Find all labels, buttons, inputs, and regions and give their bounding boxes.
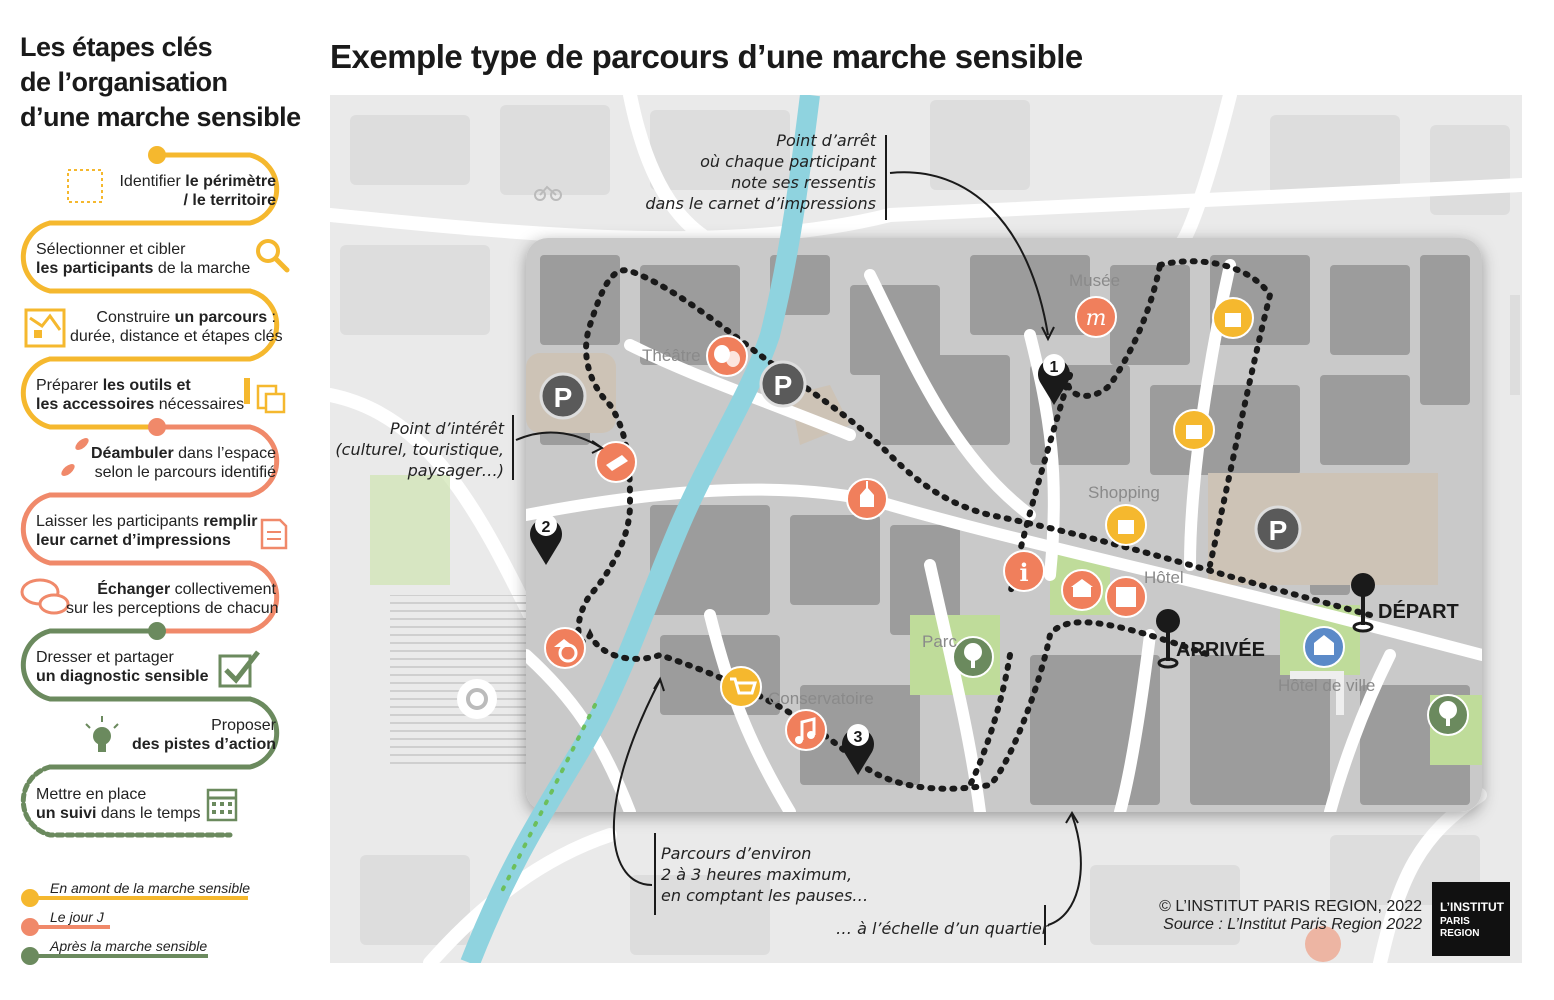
credit-source: Source : L’Institut Paris Region 2022 bbox=[1163, 916, 1422, 933]
parking-label-3: P bbox=[1268, 515, 1288, 546]
tools-icon bbox=[244, 378, 284, 412]
sidebar-title bbox=[20, 30, 310, 135]
town-hall-icon bbox=[1304, 627, 1344, 667]
label-hotel: Hôtel bbox=[1144, 568, 1184, 587]
note-scale: … à l’échelle d’un quartier bbox=[836, 919, 1049, 938]
label-hotel-de-ville: Hôtel de ville bbox=[1278, 676, 1376, 695]
calendar-icon bbox=[208, 790, 236, 820]
logo-line-3: REGION bbox=[1440, 928, 1480, 939]
logo-line-1: L’INSTITUT bbox=[1440, 900, 1504, 914]
footsteps-icon bbox=[59, 436, 90, 478]
step-3-text: Construire un parcours : durée, distance et étapes clés bbox=[70, 309, 283, 345]
map bbox=[330, 95, 1522, 963]
depart-label: DÉPART bbox=[1378, 601, 1459, 623]
sidebar-title-line-2: de l’organisation bbox=[20, 67, 228, 97]
church-icon bbox=[847, 479, 887, 519]
bandstand-icon bbox=[1062, 570, 1102, 610]
arrivee-label: ARRIVÉE bbox=[1176, 639, 1265, 661]
parking-label-1: P bbox=[553, 382, 573, 413]
parking-label-2: P bbox=[773, 370, 793, 401]
svg-text:i: i bbox=[1019, 558, 1029, 587]
shopping-bag-icon bbox=[1174, 410, 1214, 450]
settings-icon bbox=[457, 679, 497, 719]
note-stop-point: Point d’arrêt où chaque participant note ses ressentis dans le carnet d’impressions bbox=[645, 131, 876, 213]
shopping-bag-icon bbox=[1106, 505, 1146, 545]
label-conservatoire: Conservatoire bbox=[768, 689, 874, 708]
legend-after: Après la marche sensible bbox=[50, 938, 208, 954]
step-1-text: Identifier le périmètre / le territoire bbox=[119, 173, 276, 209]
step-10-text: Mettre en place un suivi dans le temps bbox=[36, 786, 201, 822]
museum-icon bbox=[1076, 297, 1116, 337]
legend-day: Le jour J bbox=[50, 909, 104, 925]
theatre-masks-icon bbox=[707, 336, 747, 376]
label-musee: Musée bbox=[1069, 271, 1121, 290]
note-route-duration: Parcours d’environ 2 à 3 heures maximum, en comptant les pauses… bbox=[661, 844, 869, 905]
map-icon bbox=[26, 310, 64, 346]
lightbulb-icon bbox=[86, 716, 118, 752]
label-shopping: Shopping bbox=[1088, 483, 1160, 502]
step-8-text: Dresser et partager un diagnostic sensible bbox=[36, 649, 209, 685]
cart-icon bbox=[721, 667, 761, 707]
watermill-icon bbox=[545, 628, 585, 668]
step-9-text: Proposer des pistes d’action bbox=[131, 717, 276, 753]
legend-before: En amont de la marche sensible bbox=[50, 880, 250, 896]
music-note-icon bbox=[786, 710, 826, 750]
label-parc: Parc bbox=[922, 632, 957, 651]
hotel-icon bbox=[1106, 577, 1146, 617]
stop-1-label: 1 bbox=[1049, 359, 1059, 376]
search-icon bbox=[258, 241, 287, 270]
notebook-icon bbox=[262, 520, 286, 548]
stop-2-label: 2 bbox=[541, 519, 551, 536]
step-5-text: Déambuler dans l’espace selon le parcours identifié bbox=[91, 445, 276, 481]
info-icon bbox=[1004, 551, 1044, 591]
step-6-text: Laisser les participants remplir leur carnet d’impressions bbox=[36, 513, 258, 549]
tree-icon bbox=[953, 637, 993, 677]
note-interest-point: Point d’intérêt (culturel, touristique, paysager…) bbox=[335, 419, 504, 480]
svg-text:m: m bbox=[1085, 306, 1107, 331]
sidebar-title-line-1: Les étapes clés bbox=[20, 32, 213, 62]
checkbox-icon bbox=[220, 652, 258, 686]
stop-3-label: 3 bbox=[853, 729, 863, 746]
chat-icon bbox=[22, 580, 68, 613]
institut-logo bbox=[1432, 882, 1510, 956]
shopping-bag-icon bbox=[1213, 298, 1253, 338]
tree-icon bbox=[1428, 695, 1468, 735]
sidebar-title-line-3: d’une marche sensible bbox=[20, 102, 301, 132]
label-theatre: Théâtre bbox=[642, 346, 701, 365]
main-title: Exemple type de parcours d’une marche sensible bbox=[330, 38, 1083, 75]
step-2-text: Sélectionner et cibler les participants de la marche bbox=[36, 241, 251, 277]
step-7-text: Échanger collectivement sur les perceptions de chacun bbox=[66, 581, 279, 617]
credit-copyright: © L’INSTITUT PARIS REGION, 2022 bbox=[1159, 898, 1422, 915]
step-4-text: Préparer les outils et les accessoires nécessaires bbox=[36, 377, 245, 413]
logo-line-2: PARIS bbox=[1440, 916, 1470, 927]
